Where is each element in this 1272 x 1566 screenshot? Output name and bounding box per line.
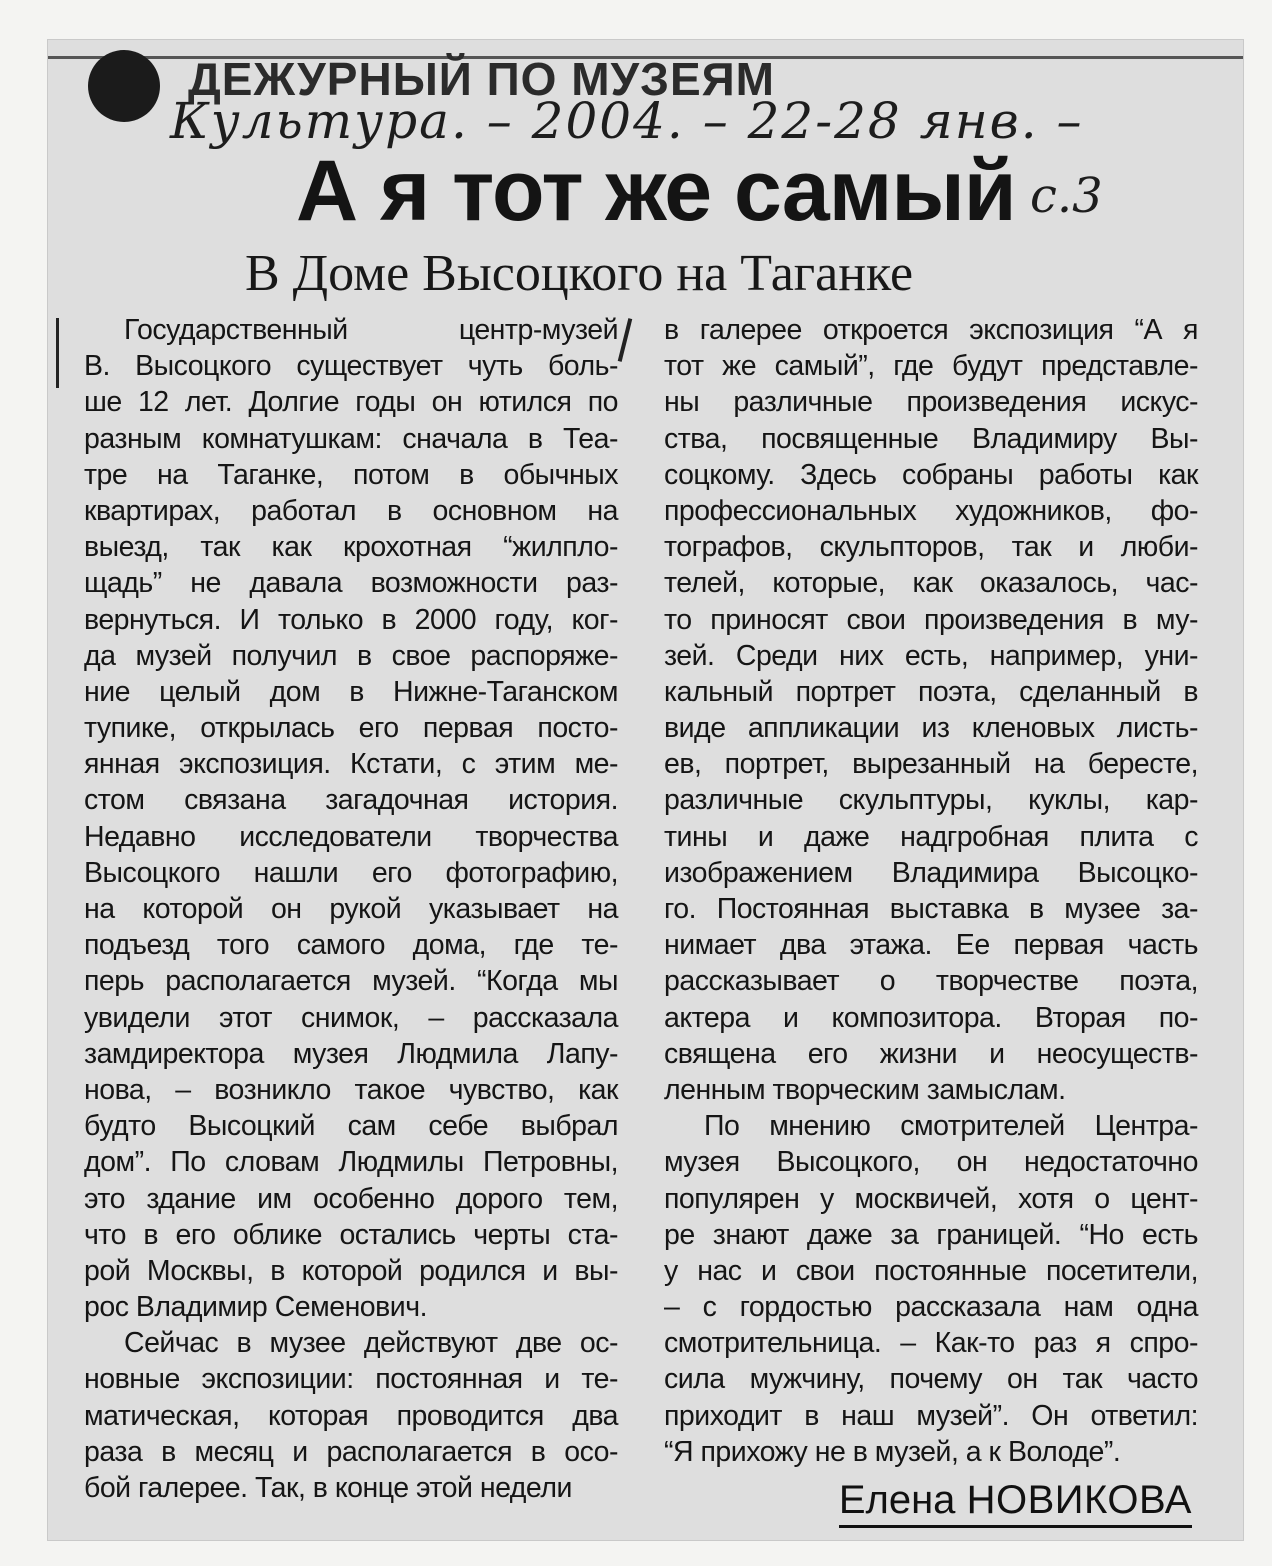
author-first-name: Елена [838,1478,956,1522]
rubric-bullet-icon [88,50,160,122]
text-line: янная экспозиция. Кстати, с этим ме- [84,748,618,781]
text-line: музея Высоцкого, он недостаточно [664,1146,1198,1179]
text-line: актера и композитора. Вторая по- [664,1001,1198,1034]
text-line: будто Высоцкий сам себе выбрал [84,1110,618,1143]
text-line: рассказывает о творчестве поэта, [664,965,1198,998]
text-line: го. Постоянная выставка в музее за- [664,893,1198,925]
text-line: дом”. По словам Людмилы Петровны, [84,1146,618,1179]
text-line: ние целый дом в Нижне-Таганском [84,675,618,708]
handwritten-source-note: Культура. – 2004. – 22-28 янв. – [170,92,1084,150]
text-line: рос Владимир Семенович. [84,1291,427,1324]
text-line: Сейчас в музее действуют две ос- [124,1327,618,1360]
text-line: выезд, так как крохотная “жилпло- [84,531,618,564]
text-line: ны различные произведения искус- [664,386,1198,419]
text-line: популярен у москвичей, хотя о цент- [664,1182,1198,1215]
text-line: разным комнатушкам: сначала в Теа- [84,422,618,455]
text-line: тот же самый”, где будут представле- [664,350,1198,383]
text-line: квартирах, работал в основном на [84,494,618,527]
text-line: раза в месяц и располагается в осо- [84,1435,618,1468]
text-line: священа его жизни и неосуществ- [664,1037,1198,1070]
text-line: изображением Владимира Высоцко- [664,856,1198,889]
text-line: – с гордостью рассказала нам одна [664,1291,1198,1324]
text-line: ленным творческим замыслам. [664,1073,1066,1106]
text-line: ства, посвященные Владимиру Вы- [664,422,1198,455]
article-title: А я тот же самый [296,143,1016,239]
text-line: бой галерее. Так, в конце этой недели [84,1472,572,1504]
text-line: тре на Таганке, потом в обычных [84,458,618,491]
text-line: Высоцкого нашли его фотографию, [84,856,618,889]
text-line: сила мужчину, почему он так часто [664,1363,1198,1396]
text-line: то приносят свои произведения в му- [664,603,1198,636]
text-line: ев, портрет, вырезанный на бересте, [664,748,1198,781]
article-column-left [84,312,618,1506]
author-last-name: НОВИКОВА [966,1478,1192,1522]
text-line: приходит в наш музей”. Он ответил: [664,1399,1198,1432]
text-line: стом связана загадочная история. [84,784,618,817]
text-line: матическая, которая проводится два [84,1399,618,1432]
text-line: перь располагается музей. “Когда мы [84,965,618,998]
rubric-heading: ДЕЖУРНЫЙ ПО МУЗЕЯМ [188,53,776,105]
text-line: виде аппликации из кленовых листь- [664,712,1198,745]
text-line: телей, которые, как оказалось, час- [664,567,1198,600]
text-line: щадь” не давала возможности раз- [84,567,618,600]
text-line: Государственный центр-музей [124,314,618,346]
text-line: профессиональных художников, фо- [664,494,1198,527]
text-line: увидели этот снимок, – рассказала [84,1001,618,1034]
text-line: тографов, скульпторов, так и люби- [664,531,1198,564]
article-subtitle: В Доме Высоцкого на Таганке [245,245,914,302]
text-line: тупике, открылась его первая посто- [84,712,618,745]
text-line: подъезд того самого дома, где те- [84,929,618,962]
text-line: ше 12 лет. Долгие годы он ютился по [84,386,618,419]
text-line: в галерее откроется экспозиция “А я [664,314,1198,346]
text-line: да музей получил в свое распоряже- [84,639,618,672]
text-line: кальный портрет поэта, сделанный в [664,675,1198,708]
text-line: По мнению смотрителей Центра- [704,1110,1198,1143]
text-line: В. Высоцкого существует чуть боль- [84,350,618,383]
margin-mark [56,318,59,388]
text-line: новные экспозиции: постоянная и те- [84,1363,618,1396]
text-line: смотрительница. – Как-то раз я спро- [664,1327,1198,1360]
text-line: на которой он рукой указывает на [84,893,618,925]
text-line: рой Москвы, в которой родился и вы- [84,1254,618,1287]
text-line: нимает два этажа. Ее первая часть [664,929,1198,962]
text-line: ре знают даже за границей. “Но есть [664,1218,1198,1251]
text-line: замдиректора музея Людмила Лапу- [84,1037,618,1070]
text-line: нова, – возникло такое чувство, как [84,1073,618,1106]
text-line: вернуться. И только в 2000 году, ког- [84,603,618,636]
text-line: зей. Среди них есть, например, уни- [664,639,1198,672]
text-line: “Я прихожу не в музей, а к Володе”. [664,1435,1121,1468]
text-line: у нас и свои постоянные посетители, [664,1254,1198,1287]
text-line: это здание им особенно дорого тем, [84,1182,618,1215]
text-line: Недавно исследователи творчества [84,820,618,853]
text-line: что в его облике остались черты ста- [84,1218,618,1251]
handwritten-page-note: с.3 [1030,168,1103,224]
author-byline [839,1478,1192,1528]
article-column-right [664,312,1198,1470]
text-line: различные скульптуры, куклы, кар- [664,784,1198,817]
text-line: соцкому. Здесь собраны работы как [664,458,1198,491]
text-line: тины и даже надгробная плита с [664,820,1198,853]
